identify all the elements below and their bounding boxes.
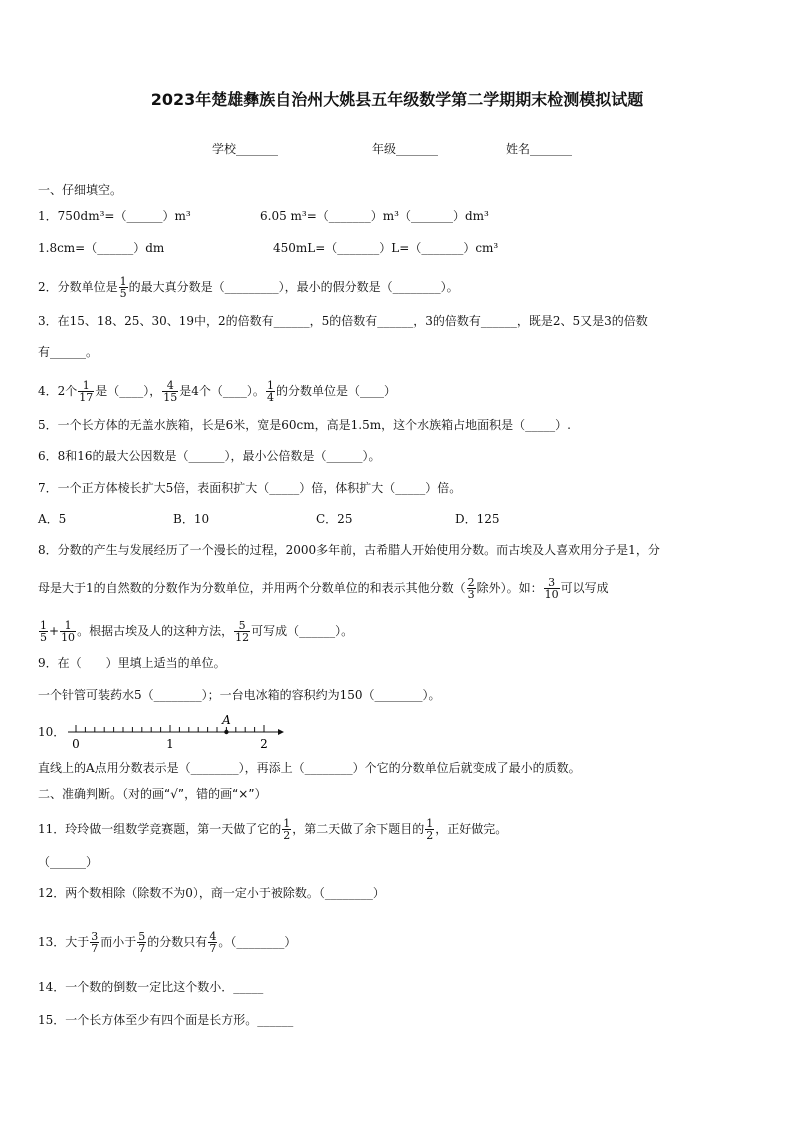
question-4: 4．2个 $\frac{1}{17}$ 是（____）， $\frac{4}{15}$ 是4个（____）。 $\frac{1}{4}$ 的分数单位是（____）	[38, 379, 396, 404]
question-9: 9．在（ ）里填上适当的单位。	[38, 656, 226, 670]
fraction: $\frac{5}{7}$	[138, 930, 146, 955]
q1-part-a: 1．750dm³=（______）m³	[38, 209, 191, 223]
fraction: $\frac{1}{17}$	[79, 379, 94, 404]
section-title-fill: 一、仔细填空。	[38, 183, 123, 197]
q7-option-a[interactable]: A．5	[38, 512, 67, 526]
question-2	[38, 276, 459, 299]
point-a-dot	[224, 730, 228, 734]
q11-answer-blank[interactable]: （______）	[38, 855, 99, 869]
fraction: $\frac{1}{10}$	[61, 619, 76, 644]
point-a-label: A	[222, 713, 231, 727]
question-12: 12．两个数相除（除数不为0），商一定小于被除数。（________）	[38, 886, 385, 900]
question-10-body: 直线上的A点用分数表示是（________），再添上（________）个它的分数单位后就变成了最小的质数。	[38, 761, 581, 775]
question-15: 15．一个长方体至少有四个面是长方形。______	[38, 1013, 294, 1027]
question-11: 11．玲玲做一组数学竞赛题，第一天做了它的 $\frac{1}{2}$ ，第二天做了余下题目的 $\frac{1}{2}$ ，正好做完。	[38, 817, 508, 842]
grade-field[interactable]: 年级_______	[372, 142, 439, 156]
question-8-line-1: 8．分数的产生与发展经历了一个漫长的过程，2000多年前，古希腊人开始使用分数。而古埃及人喜欢用分子是1，分	[38, 543, 660, 557]
q7-option-c[interactable]: C．25	[316, 512, 353, 526]
question-7: 7．一个正方体棱长扩大5倍，表面积扩大（_____）倍，体积扩大（_____）倍。	[38, 481, 462, 495]
question-6: 6．8和16的最大公因数是（______），最小公倍数是（______）。	[38, 449, 381, 463]
fraction: $\frac{1}{2}$	[283, 817, 291, 842]
question-10-number: 10．	[38, 725, 66, 739]
q2-text-post: 的最大真分数是（_________），最小的假分数是（________）。	[128, 280, 459, 294]
fraction: $\frac{4}{15}$	[163, 379, 178, 404]
q1-part-d: 450mL=（_______）L=（_______）cm³	[273, 241, 499, 255]
fraction: $\frac{1}{4}$	[266, 379, 274, 404]
q7-option-b[interactable]: B．10	[173, 512, 210, 526]
section-title-judge: 二、准确判断。（对的画“√”，错的画“×”）	[38, 787, 267, 801]
number-line	[60, 710, 290, 754]
fraction: $\frac{5}{12}$	[235, 619, 250, 644]
question-8-line-2: 母是大于1的自然数的分数作为分数单位，并用两个分数单位的和表示其他分数（ $\frac{2}{3}$ 除外）。如： $\frac{3}{10}$ 可以写成	[38, 576, 609, 601]
fraction: $\frac{1}{5}$	[40, 619, 47, 644]
fraction: $\frac{3}{10}$	[544, 576, 559, 601]
fraction: $\frac{1}{5}$	[119, 275, 127, 300]
question-5: 5．一个长方体的无盖水族箱，长是6米，宽是60cm，高是1.5m，这个水族箱占地面积是（_____）.	[38, 418, 571, 432]
school-field[interactable]: 学校_______	[212, 142, 279, 156]
page-title: 2023年楚雄彝族自治州大姚县五年级数学第二学期期末检测模拟试题	[150, 90, 644, 109]
fraction: $\frac{4}{7}$	[209, 930, 217, 955]
question-9-body: 一个针管可装药水5（________）；一台电冰箱的容积约为150（________）。	[38, 688, 441, 702]
question-3-line-2: 有______。	[38, 345, 99, 359]
q1-part-b: 6.05 m³=（_______）m³（_______）dm³	[260, 209, 489, 223]
name-field[interactable]: 姓名_______	[506, 142, 573, 156]
arrow-icon	[278, 729, 284, 735]
fraction: $\frac{1}{2}$	[426, 817, 434, 842]
fraction: $\frac{3}{7}$	[91, 930, 99, 955]
question-13: 13．大于 $\frac{3}{7}$ 而小于 $\frac{5}{7}$ 的分数只有 $\frac{4}{7}$ 。（________）	[38, 930, 297, 955]
tick-label-2: 2	[260, 737, 268, 751]
tick-label-0: 0	[72, 737, 80, 751]
q7-option-d[interactable]: D．125	[455, 512, 500, 526]
q2-text-pre: 2．分数单位是	[38, 280, 118, 294]
q1-part-c: 1.8cm=（______）dm	[38, 241, 165, 255]
fraction: $\frac{2}{3}$	[467, 576, 475, 601]
tick-label-1: 1	[166, 737, 174, 751]
question-3-line-1: 3．在15、18、25、30、19中，2的倍数有______，5的倍数有______，3的倍数有______，既是2、5又是3的倍数	[38, 314, 648, 328]
question-14: 14．一个数的倒数一定比这个数小．_____	[38, 980, 264, 994]
question-8-line-3: $\frac{1}{5}$ + $\frac{1}{10}$ 。根据古埃及人的这种方法， $\frac{5}{12}$ 可写成（______）。	[40, 619, 354, 644]
